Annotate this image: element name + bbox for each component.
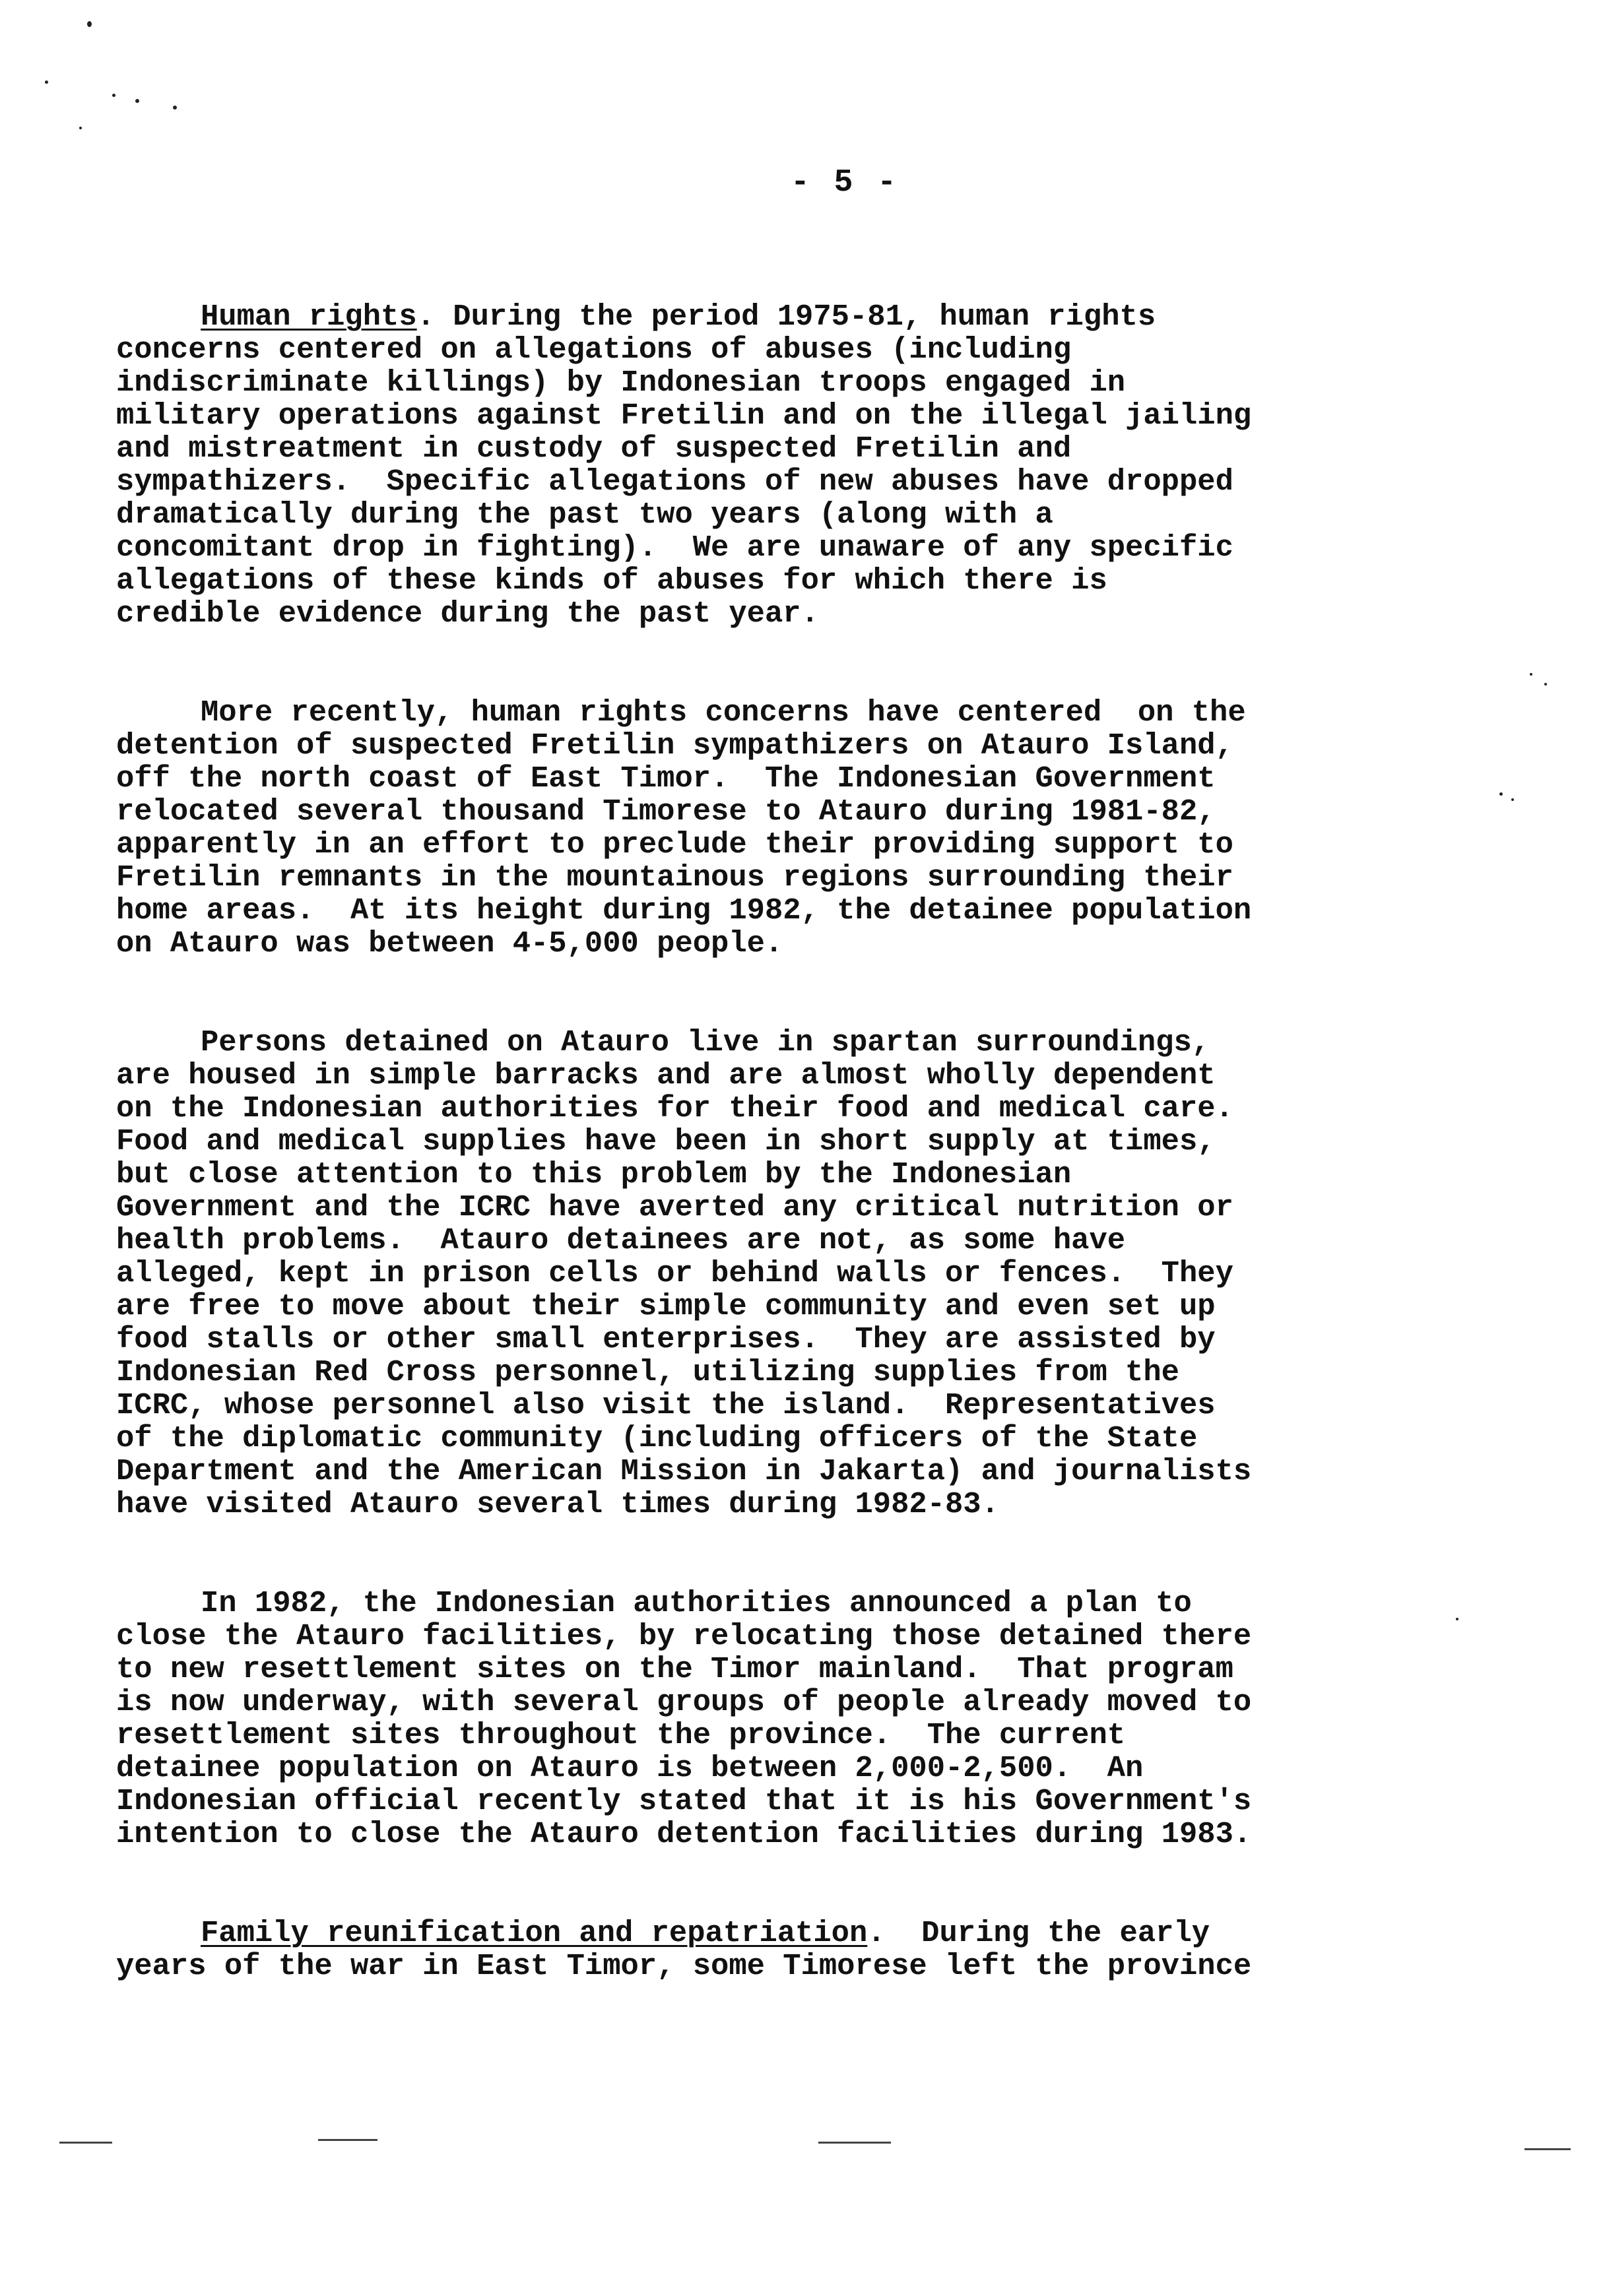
paragraph-line: concerns centered on allegations of abuses (including: [116, 333, 1072, 367]
paragraph-line: allegations of these kinds of abuses for which there is: [116, 563, 1107, 598]
paragraph-line: sympathizers. Specific allegations of new abuses have dropped: [116, 464, 1233, 499]
paragraph-line: detention of suspected Fretilin sympathizers on Atauro Island,: [116, 728, 1233, 763]
scan-mark: [1524, 2148, 1571, 2150]
scan-speck: [135, 99, 139, 103]
scan-mark: [818, 2142, 891, 2144]
paragraph-line: Indonesian official recently stated that it is his Government's: [116, 1784, 1252, 1818]
paragraph-line: off the north coast of East Timor. The Indonesian Government: [116, 761, 1216, 796]
paragraph-line: Indonesian Red Cross personnel, utilizing supplies from the: [116, 1355, 1179, 1389]
scan-speck: [1530, 673, 1532, 676]
paragraph-line: to new resettlement sites on the Timor mainland. That program: [116, 1652, 1233, 1686]
paragraph-atauro-conditions: [116, 1026, 1436, 1521]
paragraph-line: Government and the ICRC have averted any critical nutrition or: [116, 1190, 1233, 1225]
scan-speck: [112, 94, 115, 97]
scan-speck: [1456, 1618, 1458, 1620]
paragraph-line: resettlement sites throughout the province. The current: [116, 1718, 1126, 1752]
paragraph-line: credible evidence during the past year.: [116, 596, 819, 631]
paragraph-line: on Atauro was between 4-5,000 people.: [116, 926, 783, 961]
scan-speck: [45, 80, 48, 84]
paragraph-line: detainee population on Atauro is between 2,000-2,500. An: [116, 1751, 1144, 1785]
scan-mark: [318, 2139, 377, 2141]
scan-speck: [87, 21, 92, 27]
paragraph-line: Persons detained on Atauro live in spartan surroundings,: [201, 1025, 1210, 1060]
paragraph-line: home areas. At its height during 1982, the detainee population: [116, 893, 1252, 928]
paragraph-family-reunification: [116, 1917, 1436, 1983]
paragraph-line: of the diplomatic community (including officers of the State: [116, 1421, 1198, 1455]
paragraph-line: but close attention to this problem by the Indonesian: [116, 1157, 1072, 1192]
paragraph-line: More recently, human rights concerns have centered on the: [201, 695, 1246, 730]
paragraph-line: is now underway, with several groups of people already moved to: [116, 1685, 1252, 1719]
section-heading: Human rights: [201, 300, 417, 334]
paragraph-line: relocated several thousand Timorese to Atauro during 1981-82,: [116, 794, 1216, 829]
paragraph-line: health problems. Atauro detainees are not, as some have: [116, 1223, 1126, 1258]
paragraph-line: are free to move about their simple community and even set up: [116, 1289, 1216, 1323]
paragraph-line: military operations against Fretilin and on the illegal jailing: [116, 399, 1252, 433]
section-heading: Family reunification and repatriation: [201, 1916, 868, 1950]
paragraph-line: indiscriminate killings) by Indonesian troops engaged in: [116, 366, 1126, 400]
scan-speck: [1499, 792, 1503, 796]
paragraph-line: alleged, kept in prison cells or behind walls or fences. They: [116, 1256, 1233, 1291]
paragraph-atauro-closure: [116, 1587, 1436, 1851]
paragraph-human-rights: [116, 300, 1436, 630]
paragraph-atauro-detention: [116, 696, 1436, 960]
paragraph-line: Human rights. During the period 1975-81, human rights: [201, 300, 1156, 334]
paragraph-line: In 1982, the Indonesian authorities announced a plan to: [201, 1586, 1192, 1620]
paragraph-line: close the Atauro facilities, by relocating those detained there: [116, 1619, 1252, 1653]
paragraph-line: have visited Atauro several times during 1982-83.: [116, 1487, 999, 1521]
paragraph-line: Fretilin remnants in the mountainous regions surrounding their: [116, 860, 1233, 895]
paragraph-line: years of the war in East Timor, some Timorese left the province: [116, 1949, 1252, 1983]
page-number: - 5 -: [790, 165, 900, 201]
paragraph-line: and mistreatment in custody of suspected Fretilin and: [116, 431, 1072, 466]
scan-speck: [79, 127, 82, 129]
scan-speck: [1544, 683, 1547, 686]
paragraph-line: Food and medical supplies have been in short supply at times,: [116, 1124, 1216, 1159]
paragraph-line: are housed in simple barracks and are almost wholly dependent: [116, 1058, 1216, 1093]
scan-mark: [59, 2142, 112, 2144]
paragraph-line: concomitant drop in fighting). We are unaware of any specific: [116, 530, 1233, 565]
paragraph-line: ICRC, whose personnel also visit the island. Representatives: [116, 1388, 1216, 1422]
paragraph-line: on the Indonesian authorities for their food and medical care.: [116, 1091, 1233, 1126]
paragraph-line: Department and the American Mission in Jakarta) and journalists: [116, 1454, 1252, 1488]
paragraph-line: intention to close the Atauro detention facilities during 1983.: [116, 1817, 1252, 1851]
scan-speck: [173, 106, 177, 110]
paragraph-line: dramatically during the past two years (along with a: [116, 497, 1053, 532]
scan-speck: [1511, 798, 1514, 801]
paragraph-line: food stalls or other small enterprises. They are assisted by: [116, 1322, 1216, 1356]
paragraph-line: Family reunification and repatriation. During the early: [201, 1916, 1210, 1950]
document-body: [116, 300, 1436, 2049]
paragraph-line: apparently in an effort to preclude their providing support to: [116, 827, 1233, 862]
